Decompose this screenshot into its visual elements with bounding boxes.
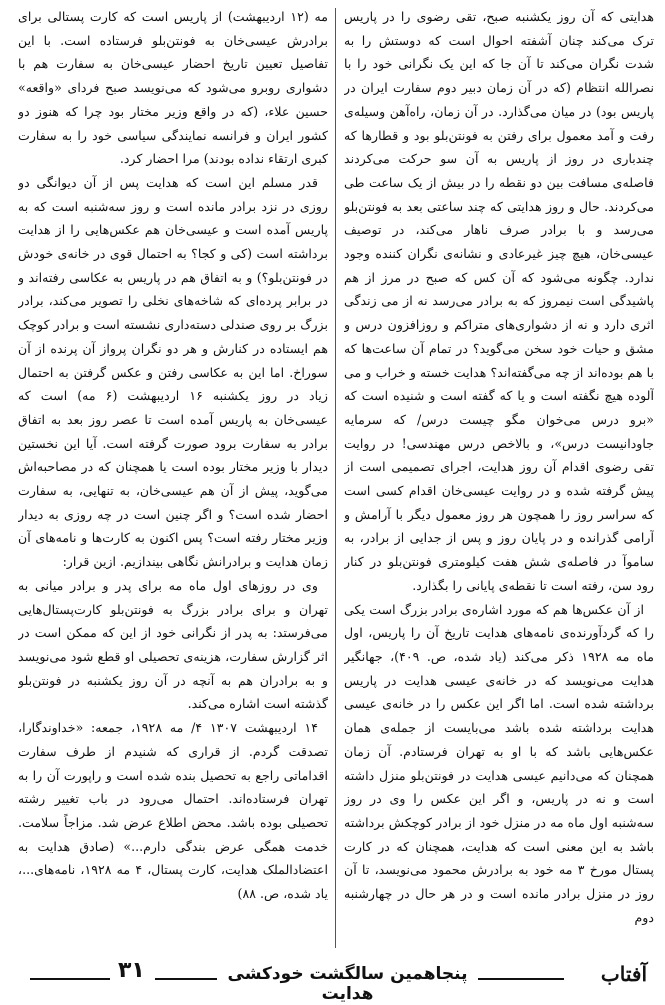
footer-rule: [478, 978, 564, 980]
magazine-title: آفتاب: [600, 962, 647, 986]
paragraph: وی در روزهای اول ماه مه برای پدر و برادر میانی به تهران و برای برادر بزرگ به فونتن‌بلو کارت‌پستال‌هایی می‌فرستد: به پدر از نگرانی خود از این که ممکن است در اثر گزارش سفارت، هزینه‌ی تحصیلی او قطع شود می‌نویسد و به برادران هم به آنچه در آن روز یکشنبه در فونتن‌بلو گذشته است اشاره می‌کند.: [18, 577, 328, 712]
right-column: [344, 5, 654, 953]
paragraph: مه (۱۲ اردیبهشت) از پاریس است که کارت پستالی برای برادرش عیسی‌خان به فونتن‌بلو فرستاده است. با این تفاصیل تعیین تاریخ احضار عیسی‌خان به سفارت هم با دشواری روبرو می‌شود که می‌نویسد صبح فردای «واقعه» حسین علاء، (که در واقع وزیر مختار بود چرا که هنوز دو کشور ایران و فرانسه نمایندگی سیاسی خود را به سفارت کبری ارتقاء نداده بودند) مرا احضار کرد.: [18, 9, 328, 167]
footer-rule: [30, 978, 110, 980]
issue-subtitle: پنجاهمین سالگشت خودکشی هدایت: [227, 964, 468, 1004]
page-footer: [0, 958, 665, 1004]
column-divider: [335, 8, 336, 948]
footer-rule: [155, 978, 217, 980]
paragraph: از آن عکس‌ها هم که مورد اشاره‌ی برادر بزرگ است یکی را که گردآورنده‌ی نامه‌های هدایت تاریخ آن را پاریس، اول ماه مه ۱۹۲۸ ذکر می‌کند (یاد شده، ص. ۴۰۹)، جهانگیر هدایت می‌نویسد که در خانه‌ی عیسی هدایت در پاریس برداشته شده است. اما اگر این عکس را در خانه‌ی عیسی هدایت برداشته شده باشد می‌بایست از جمله‌ی همان عکس‌هایی باشد که با او به تهران فرستادم. آن زمان همچنان که می‌دانیم عیسی هدایت در فونتن‌بلو منزل داشته است و نه در پاریس، و اگر این عکس را وی در روز سه‌شنبه اول ماه مه در منزل خود از برادر کوچکش برداشته باشد به این معنی است که هدایت، همچنان که در کارت پستال مورخ ۳ مه خود به برادرش محمود می‌نویسد، تا آن روز در منزل برادر مانده است و در هر حال در چهارشنبه دوم: [344, 601, 654, 925]
paragraph: قدر مسلم این است که هدایت پس از آن دیوانگی دو روزی در نزد برادر مانده است و روز سه‌شنبه است که به پاریس آمده است و عیسی‌خان هم عکس‌هایی را از هدایت برداشته است (کی و کجا؟ به احتمال قوی در خانه‌ی خودش در فونتن‌بلو؟) و به اتفاق هم در پاریس به عکاسی رفته‌اند و در برابر پرده‌ای که شاخه‌های نخلی را تصویر می‌کند، برادر بزرگ بر روی صندلی دسته‌داری نشسته است و برادر کوچک هم ایستاده در کنارش و هر دو نگران پرواز آن پرنده از آن سوراخ. اما این به عکاسی رفتن و عکس گرفتن به احتمال زیاد در روز یکشنبه ۱۶ اردیبهشت (۶ مه) است که عیسی‌خان به پاریس آمده است تا عصر روز بعد به اتفاق برادر به سفارت برود صورت گرفته است. آیا این نخستین دیدار با وزیر مختار بوده است یا همچنان که در مصاحبه‌اش می‌گوید، پیش از آن هم عیسی‌خان، به تنهایی، به سفارت احضار شده است؟ و اگر چنین است در چه روزی به دیدار وزیر مختار رفته است؟ پس اکنون به کارت‌ها و نامه‌های آن زمان هدایت و برادرانش نگاهی بیندازیم. ازین قرار:: [18, 174, 328, 570]
paragraph: هدایتی که آن روز یکشنبه صبح، تقی رضوی را در پاریس ترک می‌کند چنان آشفته احوال است که دوستش را به شدت نگران می‌کند تا آن جا که این یک نگرانی خود را با نصرالله انتظام (که در آن زمان دبیر دوم سفارت ایران در پاریس بود) در میان می‌گذارد. در آن زمان، راه‌آهن وسیله‌ی رفت و آمد معمول برای رفتن به فونتن‌بلو بود و قطارها که چندباری در روز از پاریس به آن سو حرکت می‌کردند فاصله‌ی مسافت بین دو نقطه را در بیش از یک ساعت طی می‌کردند. حال و روز هدایتی که چند ساعتی بعد به فونتن‌بلو می‌رسد و با برادر صرف ناهار می‌کند، در توصیف عیسی‌خان، هیچ چیز غیرعادی و نشانه‌ی نگران کننده وجود ندارد. چگونه می‌شود که آن کس که صبح در مرز از هم پاشیدگی است نیمروز که به برادر می‌رسد نه از می زندگی اثری دارد و نه از دشواری‌های متراکم و روزافزون درس و مشق و حیات خود سخن می‌گوید؟ در تمام آن ساعت‌ها که با هم بوده‌اند از چه می‌گفته‌اند؟ هدایت خسته و خراب و می آلوده هیچ نگفته است و یا که گفته است و شنیده است که «برو درس می‌خوان مگو چیست درس/ که سرمایه جاودانیست درس»، و بالاخص درس مهندسی! در روایت تقی رضوی اقدام آن روز هدایت، اجرای تصمیمی است از پیش گرفته شده و در روایت عیسی‌خان اقدام کسی است که سراسر روز را همچون هر روز معمول دیگر با آرامش و آرامی گذرانده و در پایان روز و پس از جدایی از برادر، به ساموآ در فاصله‌ی شش هفت کیلومتری فونتن‌بلو در کنار رود سن، رفته است تا نقطه‌ی پایانی را بگذارد.: [344, 9, 654, 593]
paragraph: ۱۴ اردیبهشت ۱۳۰۷ ۴/ مه ۱۹۲۸، جمعه: «خداوندگارا، تصدقت گردم. از قراری که شنیدم از طرف سفارت اقداماتی راجع به تحصیل بنده شده است و راپورت آن را به تهران فرستاده‌اند. احتمال می‌رود در باب تغییر رشته تحصیلی بوده باشد. محض اطلاع عرض شد. مزاجاً سلامت. خدمت همگی عرض بندگی دارم...» (صادق هدایت به اعتضادالملک هدایت، کارت پستال، ۴ مه ۱۹۲۸، نامه‌های...، یاد شده، ص. ۸۸): [18, 720, 328, 902]
left-column: [18, 5, 328, 953]
page-number: ۳۱: [118, 958, 145, 983]
